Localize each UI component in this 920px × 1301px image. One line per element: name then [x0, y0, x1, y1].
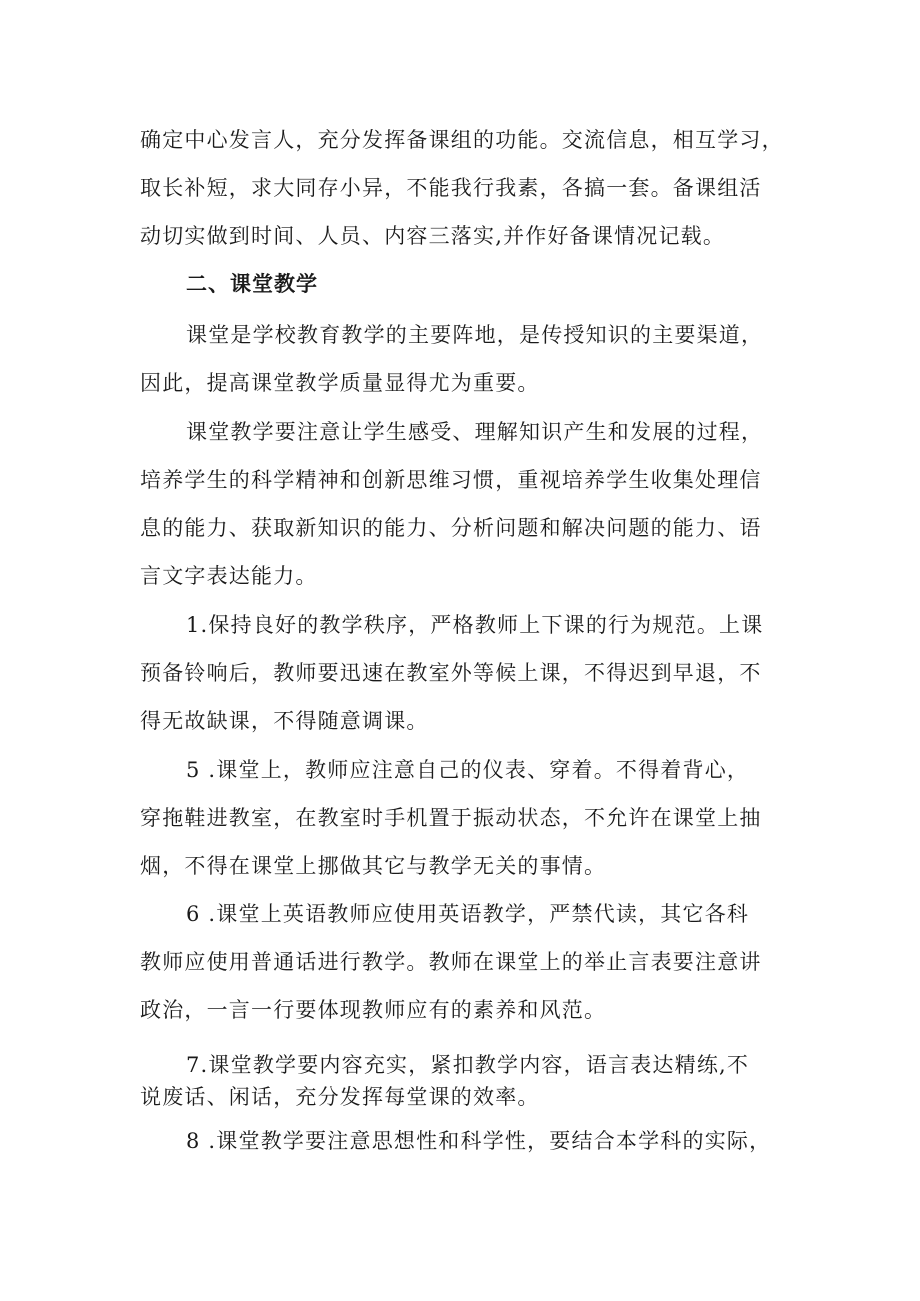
list-item-6-line: 教师应使用普通话进行教学。教师在课堂上的举止言表要注意讲 [140, 950, 762, 974]
section-heading: 二、课堂教学 [186, 272, 318, 296]
list-item-5-line: 5 .课堂上，教师应注意自己的仪表、穿着。不得着背心， [186, 758, 750, 782]
list-item-5-line: 穿拖鞋进教室，在教室时手机置于振动状态，不允许在课堂上抽 [140, 806, 762, 830]
list-item-1-line: 1.保持良好的教学秩序，严格教师上下课的行为规范。上课 [186, 613, 764, 637]
paragraph-line: 培养学生的科学精神和创新思维习惯，重视培养学生收集处理信 [140, 468, 762, 492]
list-item-7-line: 说废话、闲话，充分发挥每堂课的效率。 [140, 1085, 540, 1109]
list-item-6-line: 6 .课堂上英语教师应使用英语教学，严禁代读，其它各科 [186, 902, 750, 926]
paragraph-line: 课堂是学校教育教学的主要阵地，是传授知识的主要渠道， [186, 323, 764, 347]
list-item-7-line: 7.课堂教学要内容充实，紧扣教学内容，语言表达精练,不 [186, 1053, 750, 1077]
paragraph-line: 取长补短，求大同存小异，不能我行我素，各搞一套。备课组活 [140, 176, 762, 200]
list-item-1-line: 预备铃响后，教师要迅速在教室外等候上课，不得迟到早退，不 [140, 661, 762, 685]
list-item-5-line: 烟，不得在课堂上挪做其它与教学无关的事情。 [140, 854, 607, 878]
paragraph-line: 动切实做到时间、人员、内容三落实,并作好备课情况记载。 [140, 224, 726, 248]
paragraph-line: 息的能力、获取新知识的能力、分析问题和解决问题的能力、语 [140, 516, 762, 540]
paragraph-line: 言文字表达能力。 [140, 564, 318, 588]
paragraph-line: 课堂教学要注意让学生感受、理解知识产生和发展的过程， [186, 420, 764, 444]
paragraph-line: 因此，提高课堂教学质量显得尤为重要。 [140, 371, 540, 395]
list-item-1-line: 得无故缺课，不得随意调课。 [140, 709, 429, 733]
paragraph-line: 确定中心发言人，充分发挥备课组的功能。交流信息，相互学习， [140, 128, 784, 152]
list-item-8-line: 8 .课堂教学要注意思想性和科学性，要结合本学科的实际， [186, 1129, 772, 1153]
list-item-6-line: 政治，一言一行要体现教师应有的素养和风范。 [140, 998, 607, 1022]
